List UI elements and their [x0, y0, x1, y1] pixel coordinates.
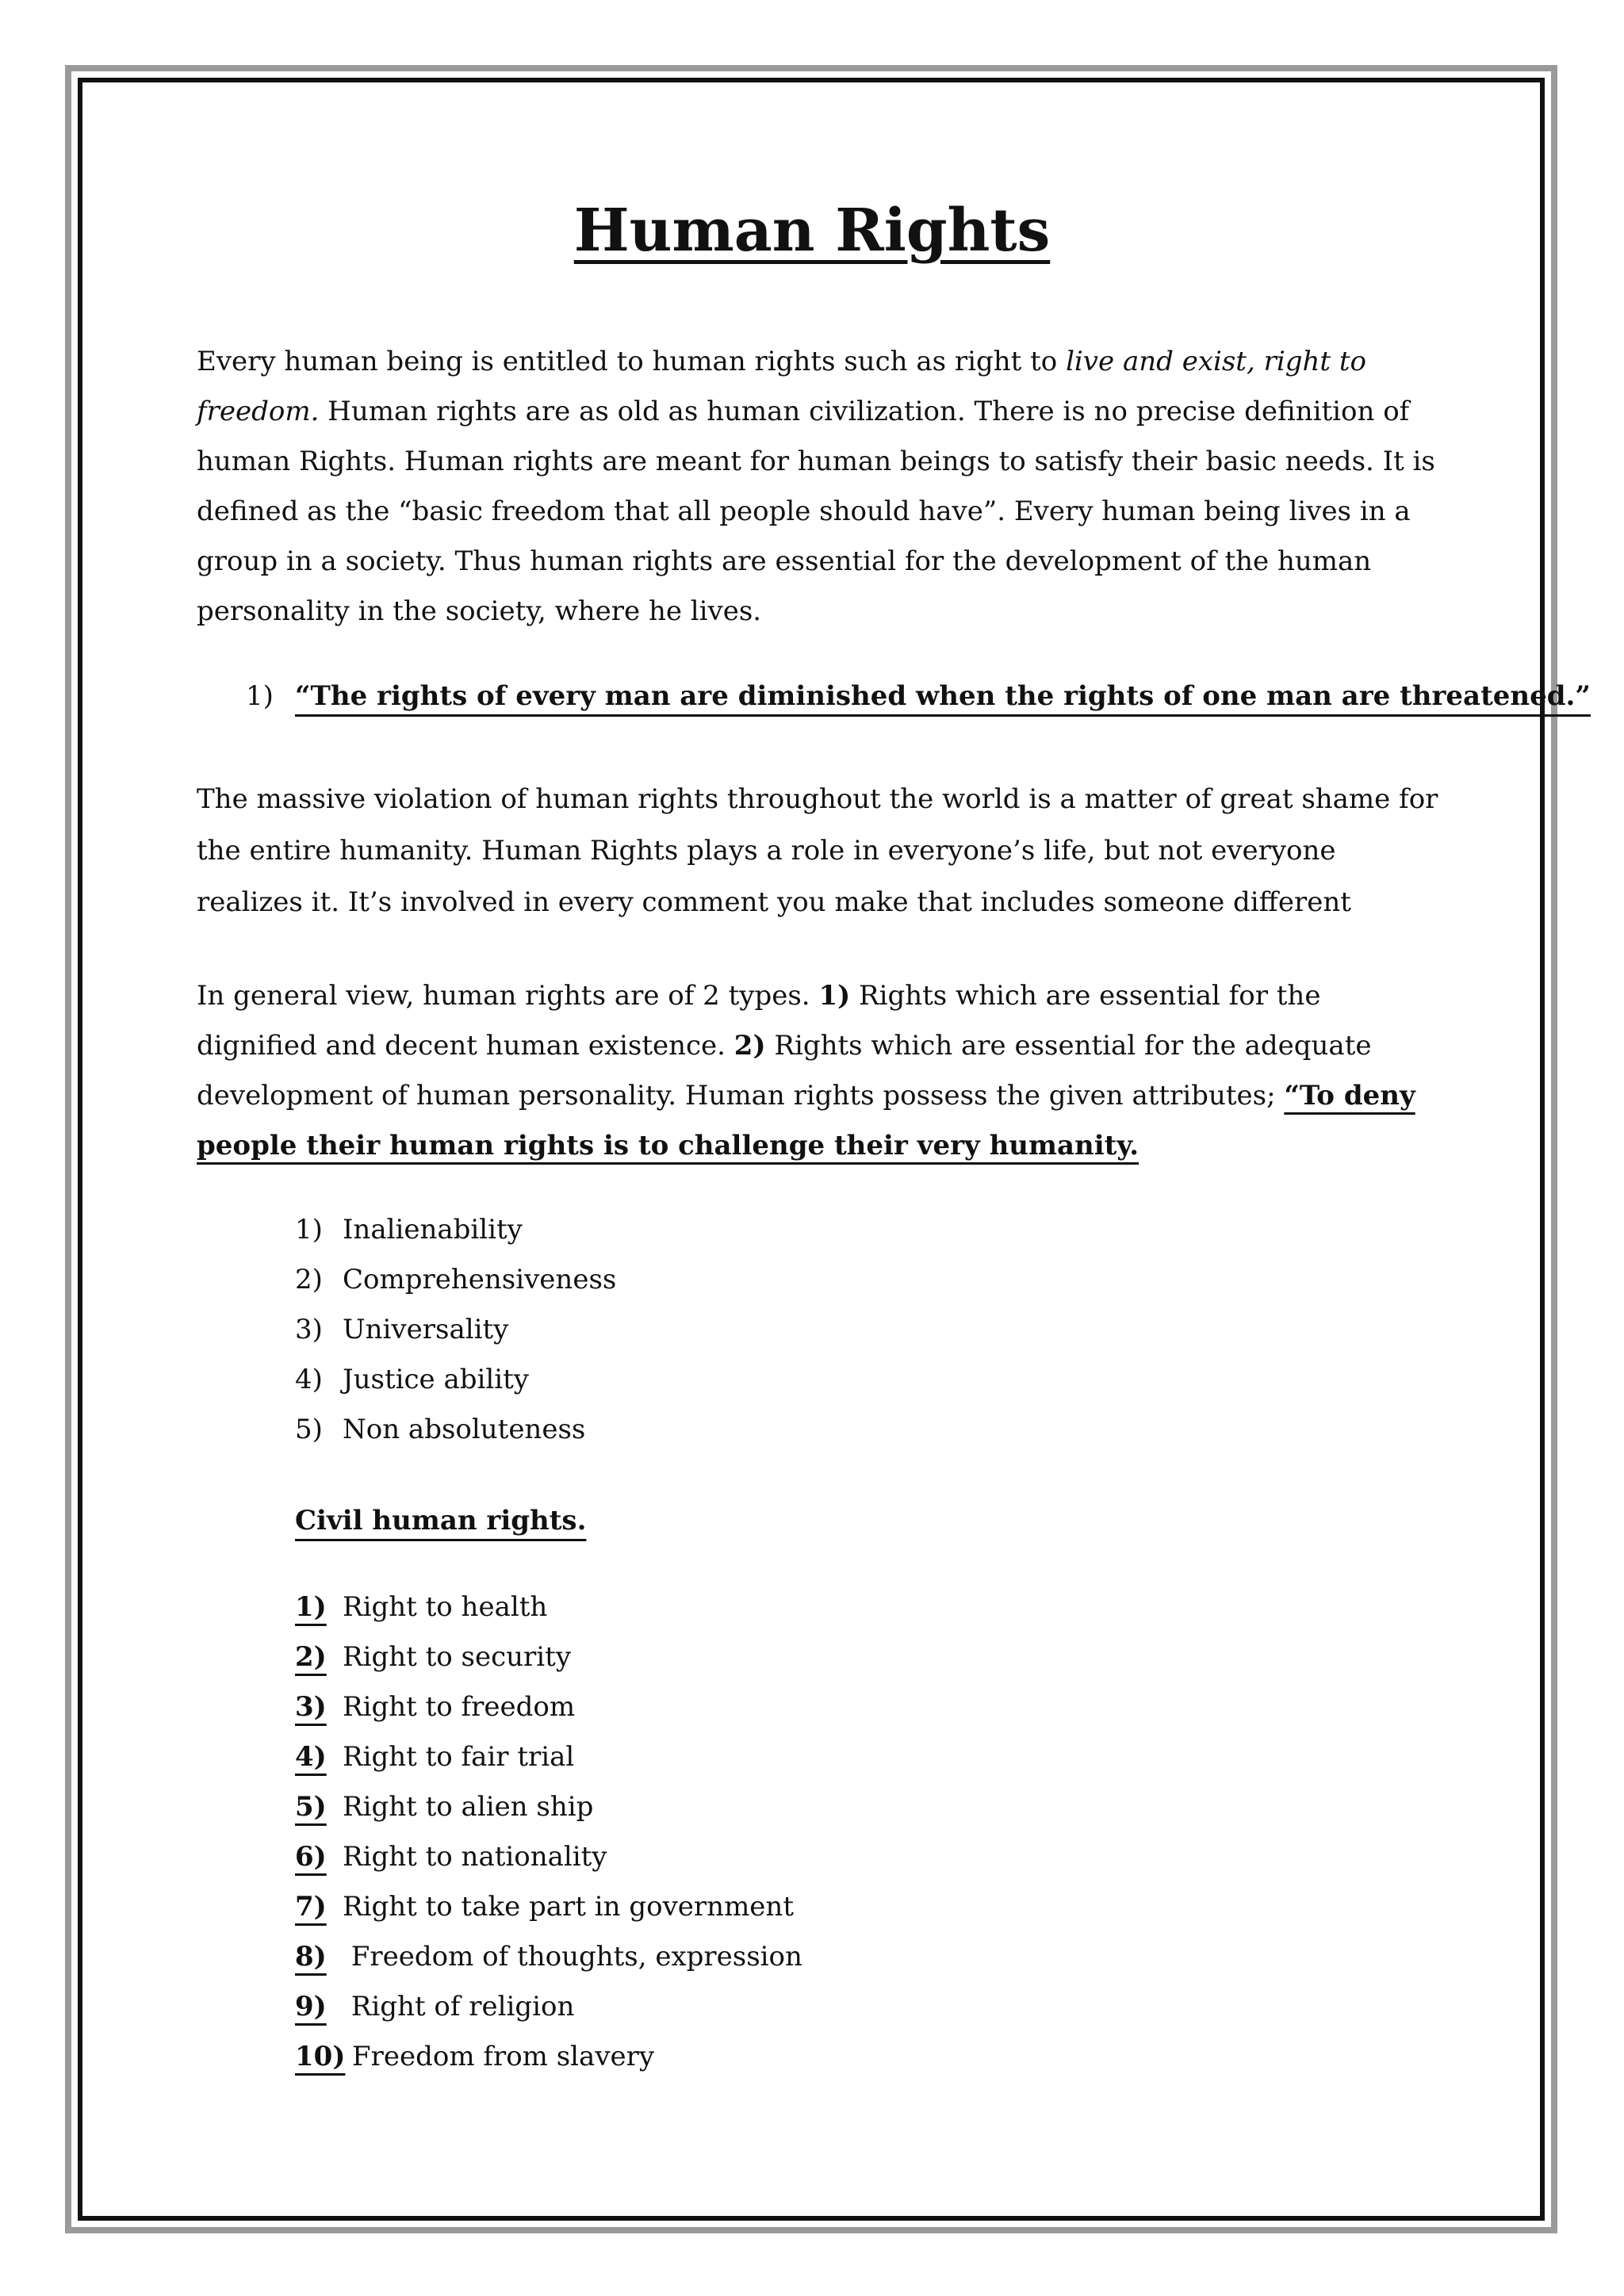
list-item-number: 5) — [295, 1414, 323, 1445]
list-item-number: 3) — [295, 1314, 323, 1345]
list-item-number: 9) — [295, 1991, 327, 2022]
list-item-label: Right to nationality — [343, 1841, 607, 1873]
list-item-number: 7) — [295, 1891, 327, 1923]
list-item-number: 4) — [295, 1741, 327, 1773]
list-item-number: 3) — [295, 1691, 327, 1723]
types-number-1: 1) — [818, 980, 851, 1012]
attributes-list — [295, 1205, 616, 1455]
list-item — [295, 1932, 802, 1982]
list-item — [295, 1305, 616, 1355]
quote-heading-text: “The rights of every man are diminished when the rights of one man are threatened.” — [295, 680, 1591, 712]
list-item — [295, 1982, 802, 2032]
list-item — [295, 1405, 616, 1455]
types-paragraph — [197, 971, 1442, 1171]
list-item-number: 2) — [295, 1264, 323, 1295]
violation-paragraph: The massive violation of human rights throughout the world is a matter of great shame for the entire humanity. Human Rights plays a role in everyone’s life, but not everyone realizes it. It’s involved in every comment you make that includes someone different — [197, 783, 1438, 918]
types-text-start: In general view, human rights are of 2 types. — [197, 980, 819, 1012]
quote-heading — [246, 672, 1591, 720]
list-item-label: Non absoluteness — [343, 1414, 586, 1445]
civil-rights-list — [295, 1582, 802, 2082]
types-text-end: Rights which are essential for the adequate development of human personality. Human rights possess the given attributes; — [197, 1030, 1372, 1112]
list-item-label: Freedom of thoughts, expression — [343, 1941, 802, 1973]
list-item — [295, 1205, 616, 1255]
list-item — [295, 1632, 802, 1682]
list-item-number: 5) — [295, 1791, 327, 1823]
types-number-2: 2) — [733, 1030, 766, 1062]
list-item-label: Justice ability — [343, 1364, 530, 1395]
list-item — [295, 1682, 802, 1732]
list-item-label: Right to alien ship — [343, 1791, 594, 1823]
list-item-number: 2) — [295, 1641, 327, 1673]
page-title-text: Human Rights — [573, 197, 1051, 265]
list-item — [295, 1732, 802, 1782]
list-item-label: Right of religion — [343, 1991, 575, 2022]
page-title — [0, 193, 1624, 269]
list-item-number: 1) — [295, 1591, 327, 1623]
list-item-label: Universality — [343, 1314, 509, 1345]
list-item-number: 8) — [295, 1941, 327, 1973]
list-item — [295, 1355, 616, 1405]
intro-paragraph — [197, 337, 1442, 637]
types-text-middle: Rights which are essential for the dignified and decent human existence. — [197, 980, 1321, 1062]
list-item-label: Right to security — [343, 1641, 572, 1673]
quote-heading-number: 1) — [246, 680, 274, 712]
list-item-label: Freedom from slavery — [352, 2041, 655, 2072]
list-item-number: 6) — [295, 1841, 327, 1873]
intro-text-start: Every human being is entitled to human rights such as right to — [197, 346, 1067, 377]
list-item-label: Inalienability — [343, 1214, 523, 1246]
humanity-quote: “To deny people their human rights is to challenge their very humanity. — [197, 1080, 1415, 1161]
list-item-number: 10) — [295, 2041, 346, 2072]
list-item — [295, 1782, 802, 1832]
intro-text-end: Human rights are as old as human civilization. There is no precise definition of human Rights. Human rights are meant for human beings to satisfy their basic needs. It is defined as the “basic freedom that all people should have”. Every human being lives in a group in a society. Thus human rights are essential for the development of the human personality in the society, where he lives. — [197, 396, 1435, 627]
list-item-label: Right to take part in government — [343, 1891, 794, 1923]
intro-italic-text: live and exist, right to freedom. — [197, 346, 1366, 427]
list-item-number: 4) — [295, 1364, 323, 1395]
list-item — [295, 2032, 802, 2082]
list-item — [295, 1255, 616, 1305]
list-item-number: 1) — [295, 1214, 323, 1246]
list-item — [295, 1882, 802, 1932]
list-item-label: Right to freedom — [343, 1691, 576, 1723]
list-item — [295, 1582, 802, 1632]
list-item — [295, 1832, 802, 1882]
list-item-label: Right to fair trial — [343, 1741, 575, 1773]
list-item-label: Right to health — [343, 1591, 548, 1623]
civil-rights-heading: Civil human rights. — [295, 1505, 587, 1536]
list-item-label: Comprehensiveness — [343, 1264, 617, 1295]
